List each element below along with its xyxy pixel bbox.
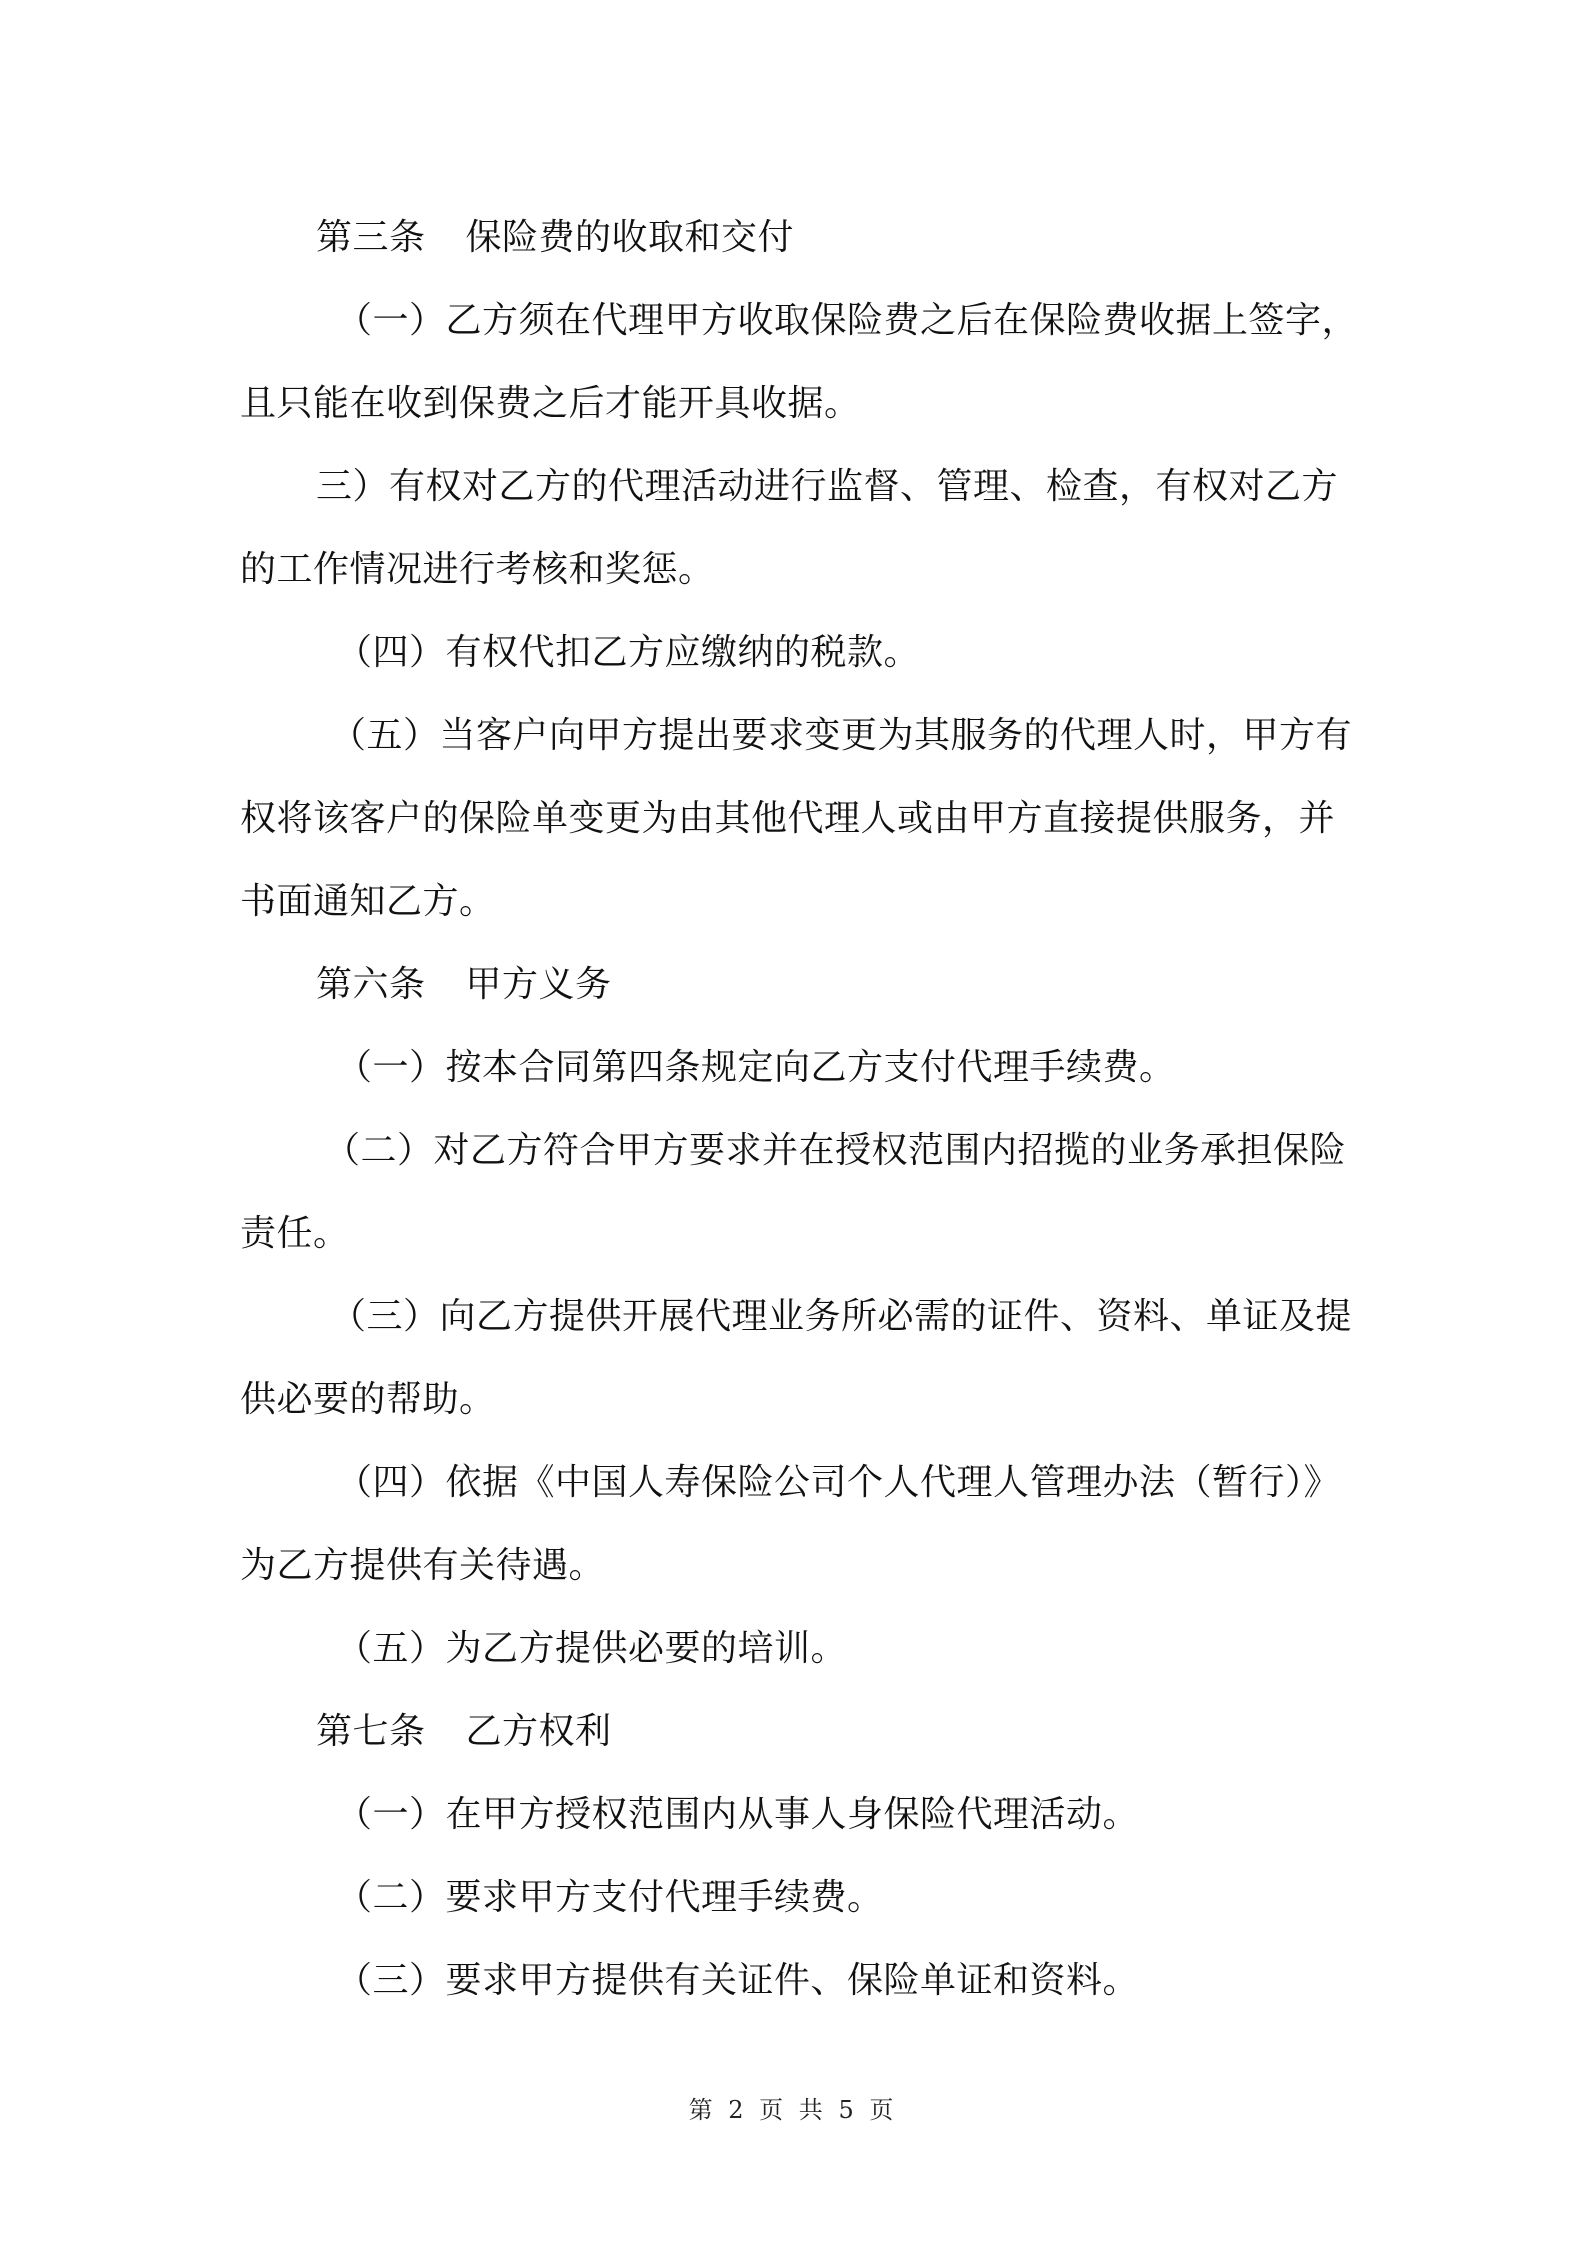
paragraph-line: （一）按本合同第四条规定向乙方支付代理手续费。	[336, 1047, 1176, 1088]
article-heading	[240, 1690, 1360, 1773]
paragraph-line: 且只能在收到保费之后才能开具收据。	[240, 383, 861, 424]
paragraph-line: （三）要求甲方提供有关证件、保险单证和资料。	[336, 1960, 1140, 2001]
article-number: 第三条	[316, 217, 426, 258]
paragraph-line: （一）乙方须在代理甲方收取保险费之后在保险费收据上签字，	[336, 300, 1359, 341]
paragraph-line: （五）为乙方提供必要的培训。	[336, 1628, 848, 1669]
paragraph-line: （二）对乙方符合甲方要求并在授权范围内招揽的业务承担保险	[324, 1130, 1347, 1171]
paragraph-line: 供必要的帮助。	[240, 1379, 496, 1420]
paragraph-line: 为乙方提供有关待遇。	[240, 1545, 606, 1586]
article-number: 第七条	[316, 1711, 426, 1752]
paragraph-line: 责任。	[240, 1213, 350, 1254]
paragraph-line: （一）在甲方授权范围内从事人身保险代理活动。	[336, 1794, 1140, 1835]
paragraph-line: 书面通知乙方。	[240, 881, 496, 922]
paragraph-line: （五）当客户向甲方提出要求变更为其服务的代理人时，甲方有	[330, 715, 1353, 756]
document-body	[240, 196, 1360, 2022]
paragraph-line: 三）有权对乙方的代理活动进行监督、管理、检查，有权对乙方	[316, 466, 1339, 507]
article-heading	[240, 943, 1360, 1026]
paragraph-line: 权将该客户的保险单变更为由其他代理人或由甲方直接提供服务，并	[240, 798, 1336, 839]
paragraph-line: （四）有权代扣乙方应缴纳的税款。	[336, 632, 921, 673]
article-heading	[240, 196, 1360, 279]
paragraph-line: （三）向乙方提供开展代理业务所必需的证件、资料、单证及提	[330, 1296, 1353, 1337]
page-footer	[0, 2090, 1586, 2125]
paragraph-line: （二）要求甲方支付代理手续费。	[336, 1877, 884, 1918]
page-number-label: 第 2 页 共 5 页	[688, 2096, 898, 2124]
article-title: 乙方权利	[465, 1711, 612, 1752]
article-title: 保险费的收取和交付	[465, 217, 795, 258]
article-number: 第六条	[316, 964, 426, 1005]
paragraph-line: （四）依据《中国人寿保险公司个人代理人管理办法（暂行）》	[336, 1462, 1341, 1503]
paragraph-line: 的工作情况进行考核和奖惩。	[240, 549, 715, 590]
article-title: 甲方义务	[465, 964, 612, 1005]
